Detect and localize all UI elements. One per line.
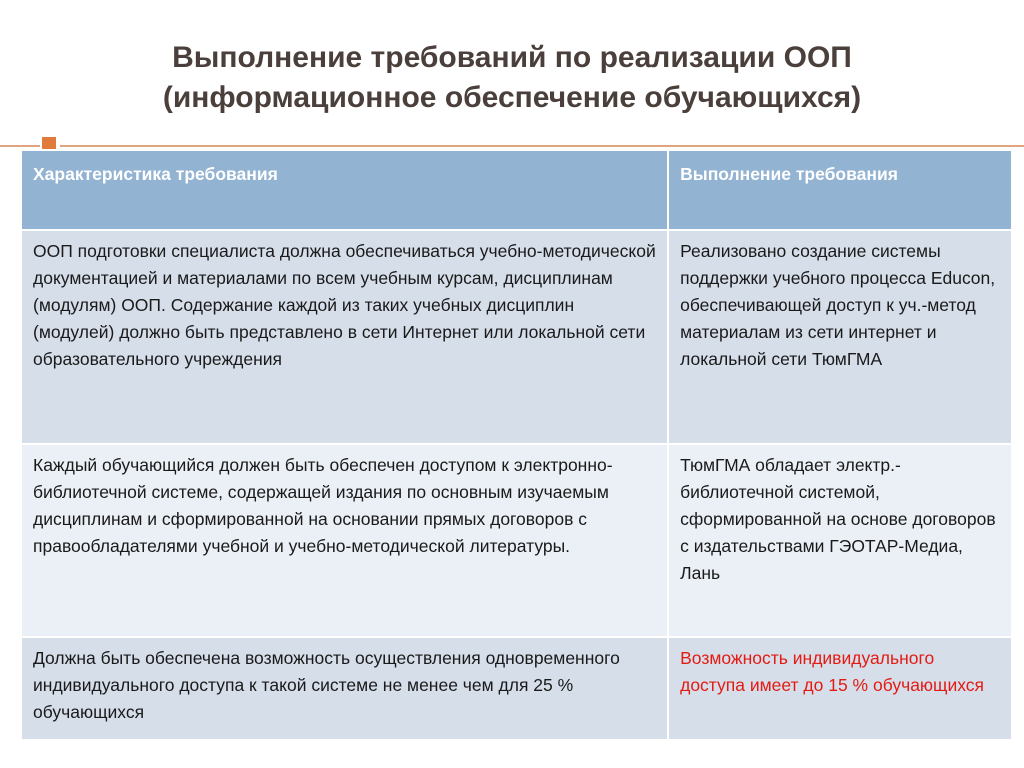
header-fulfillment: Выполнение требования: [668, 150, 1012, 230]
slide-title-line-2: (информационное обеспечение обучающихся): [162, 81, 862, 114]
title-divider-left: [0, 145, 40, 147]
table-row: [21, 444, 1012, 637]
slide-title: [0, 38, 1024, 118]
requirement-cell: ООП подготовки специалиста должна обеспечиваться учебно-методической документацией и материалами по всем учебным курсам, дисциплинам (модулям) ООП. Содержание каждой из таких учебных дисциплин (модулей) должно быть представлено в сети Интернет или локальной сети образовательного учреждения: [21, 230, 668, 444]
table-header-row: [21, 150, 1012, 230]
table-row: [21, 637, 1012, 740]
header-requirement: Характеристика требования: [21, 150, 668, 230]
fulfillment-cell: Реализовано создание системы поддержки учебного процесса Educon, обеспечивающей доступ к уч.-метод материалам из сети интернет и локальной сети ТюмГМА: [668, 230, 1012, 444]
slide-title-line-1: Выполнение требований по реализации ООП: [172, 41, 852, 74]
requirements-table: [20, 149, 1013, 741]
title-divider-right: [60, 145, 1024, 147]
requirement-cell: Каждый обучающийся должен быть обеспечен доступом к электронно-библиотечной системе, содержащей издания по основным изучаемым дисциплинам и сформированной на основании прямых договоров с правообладателями учебной и учебно-методической литературы.: [21, 444, 668, 637]
table-row: [21, 230, 1012, 444]
fulfillment-cell: ТюмГМА обладает электр.-библиотечной системой, сформированной на основе договоров с издательствами ГЭОТАР-Медиа, Лань: [668, 444, 1012, 637]
requirement-cell: Должна быть обеспечена возможность осуществления одновременного индивидуального доступа к такой системе не менее чем для 25 % обучающихся: [21, 637, 668, 740]
fulfillment-cell-highlighted: Возможность индивидуального доступа имеет до 15 % обучающихся: [668, 637, 1012, 740]
